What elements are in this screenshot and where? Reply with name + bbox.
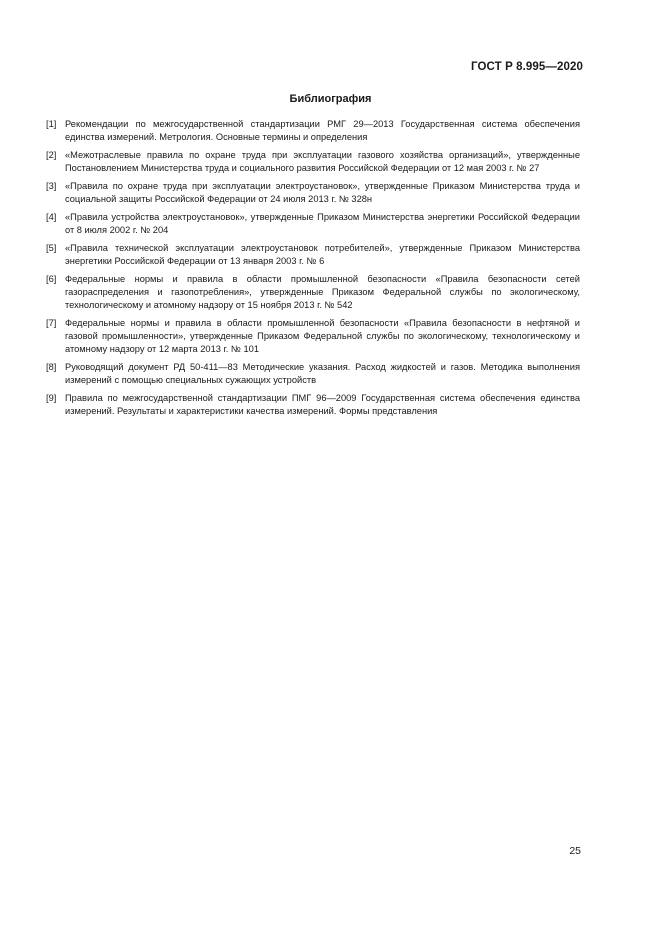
reference-number: [2]: [46, 150, 57, 160]
reference-number: [8]: [46, 362, 57, 372]
bibliography-item: [46, 118, 584, 144]
bibliography-item: [46, 180, 584, 206]
reference-text: Федеральные нормы и правила в области промышленной безопасности «Правила безопасности в нефтяной и газовой промышленности», утвержденные Приказом Федеральной службы по экологическому, технологическому и атомному надзору от 12 марта 2013 г. № 101: [65, 318, 580, 354]
reference-text: Рекомендации по межгосударственной стандартизации РМГ 29—2013 Государственная система обеспечения единства измерений. Метрология. Основные термины и определения: [65, 119, 580, 142]
page-number: 25: [569, 845, 581, 857]
document-code: ГОСТ Р 8.995—2020: [471, 61, 583, 73]
reference-text: Руководящий документ РД 50-411—83 Методические указания. Расход жидкостей и газов. Методика выполнения измерений с помощью специальных сужающих устройств: [65, 362, 580, 385]
reference-text: «Правила устройства электроустановок», утвержденные Приказом Министерства энергетики Российской Федерации от 8 июля 2002 г. № 204: [65, 212, 580, 235]
reference-number: [1]: [46, 119, 57, 129]
reference-text: «Правила по охране труда при эксплуатации электроустановок», утвержденные Приказом Министерства труда и социальной защиты Российской Федерации от 24 июля 2013 г. № 328н: [65, 181, 580, 204]
reference-text: «Межотраслевые правила по охране труда при эксплуатации газового хозяйства организаций», утвержденные Постановлением Министерства труда и социального развития Российской Федерации от 12 мая 2003 г. № 27: [65, 150, 580, 173]
reference-number: [4]: [46, 212, 57, 222]
bibliography-item: [46, 211, 584, 237]
reference-number: [6]: [46, 274, 57, 284]
bibliography-list: [46, 118, 584, 423]
reference-text: Федеральные нормы и правила в области промышленной безопасности «Правила безопасности сетей газораспределения и газопотребления», утвержденные Приказом Федеральной службы по экологическому, технологическому и атомному надзору от 15 ноября 2013 г. № 542: [65, 274, 580, 310]
bibliography-item: [46, 273, 584, 312]
section-title: Библиография: [289, 93, 372, 105]
bibliography-item: [46, 242, 584, 268]
reference-text: «Правила технической эксплуатации электроустановок потребителей», утвержденные Приказом Министерства энергетики Российской Федерации от 13 января 2003 г. № 6: [65, 243, 580, 266]
reference-number: [9]: [46, 393, 57, 403]
reference-number: [7]: [46, 318, 57, 328]
bibliography-item: [46, 149, 584, 175]
reference-number: [5]: [46, 243, 57, 253]
bibliography-item: [46, 317, 584, 356]
bibliography-item: [46, 361, 584, 387]
bibliography-item: [46, 392, 584, 418]
reference-text: Правила по межгосударственной стандартизации ПМГ 96—2009 Государственная система обеспечения единства измерений. Результаты и характеристики качества измерений. Формы представления: [65, 393, 580, 416]
reference-number: [3]: [46, 181, 57, 191]
